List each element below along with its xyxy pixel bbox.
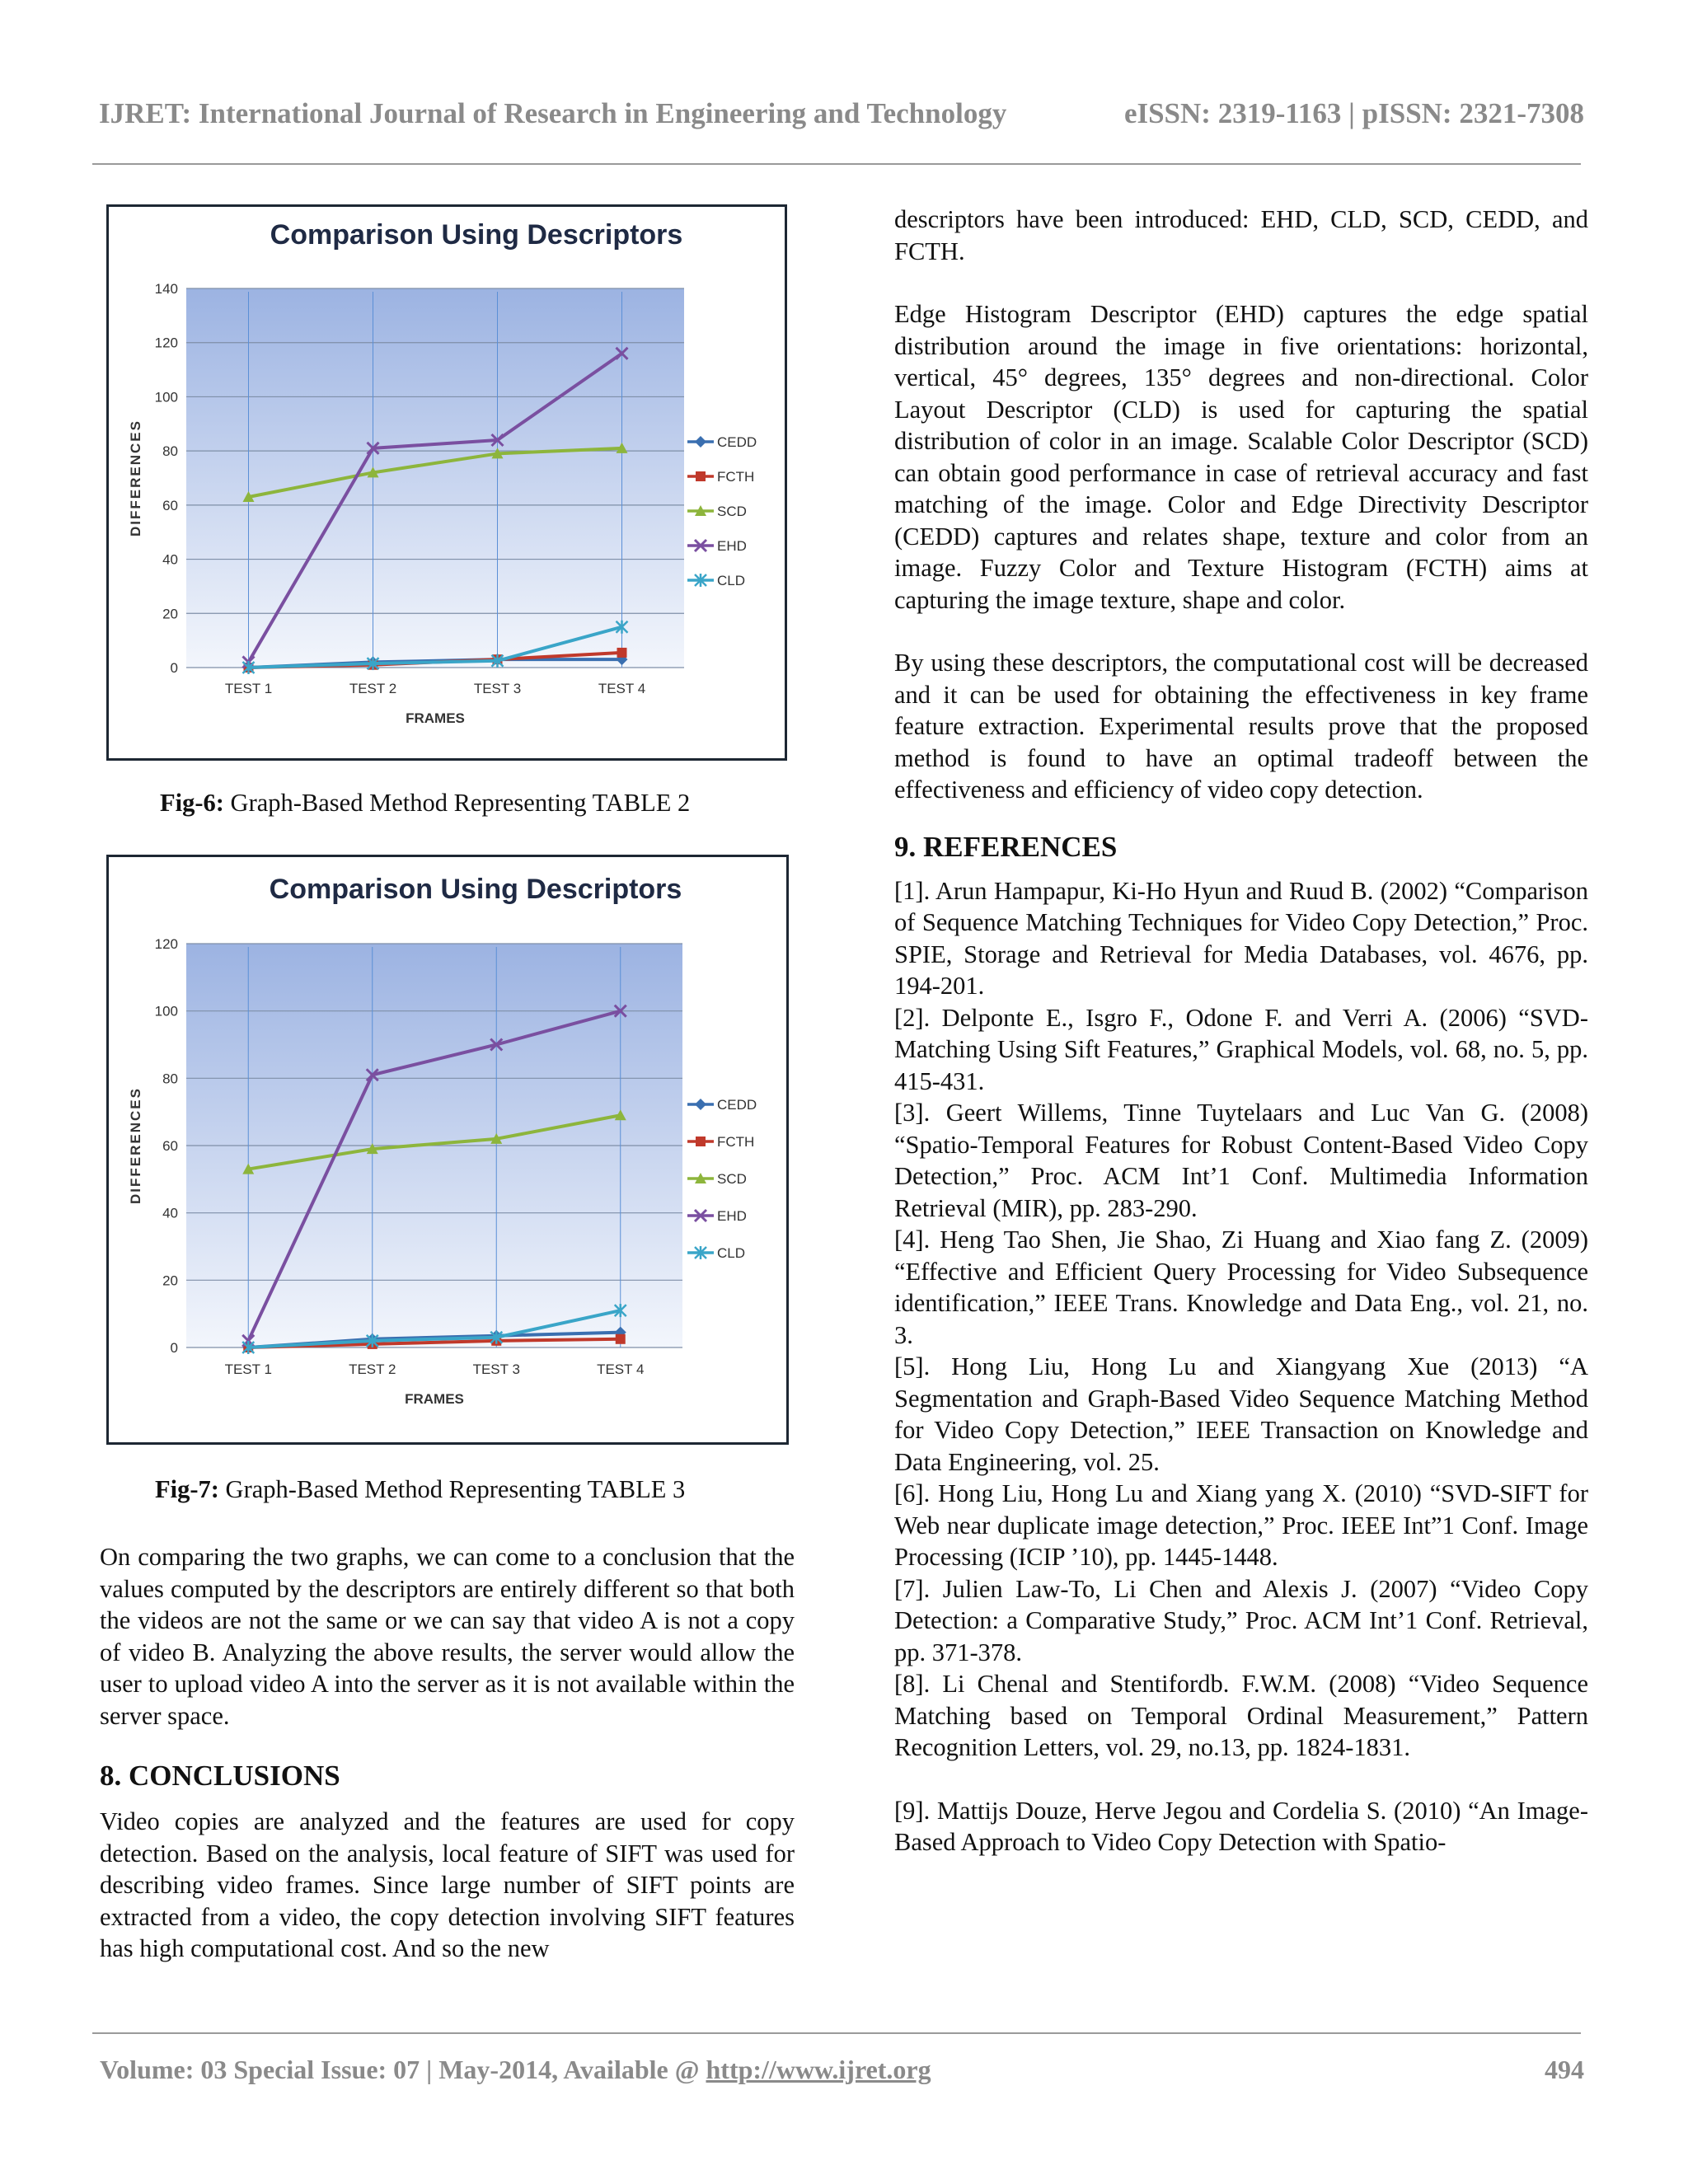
right-column-text [894,204,1588,1858]
legend-label: CLD [717,1245,746,1261]
x-axis-label: FRAMES [405,1391,464,1407]
computational-cost-paragraph: By using these descriptors, the computational cost will be decreased and it can be used for obtaining the effectiveness in key frame feature extraction. Experimental results prove that the proposed method is found to have an optimal tradeoff between the effectiveness and efficiency of video copy detection. [894,649,1588,804]
legend-item [687,1245,745,1261]
figure-7-label: Fig-7: [155,1475,219,1503]
y-tick-label: 0 [170,1340,178,1356]
chart-7-svg [109,857,786,1442]
figure-6-caption-text: Graph-Based Method Representing TABLE 2 [223,789,691,817]
journal-title: IJRET: International Journal of Research in Engineering and Technology [99,97,1007,129]
y-tick-label: 20 [162,1272,178,1289]
references-heading: 9. REFERENCES [894,830,1118,863]
figure-6-label: Fig-6: [160,789,224,817]
x-axis-label: FRAMES [406,710,465,726]
legend-label: SCD [717,1171,747,1187]
figure-7-caption [155,1475,685,1504]
legend-item [687,1134,754,1150]
y-tick-label: 40 [162,1205,178,1221]
page-number: 494 [1545,2055,1584,2084]
plot-area [186,288,684,668]
legend-item [687,434,757,450]
reference-item: [8]. Li Chenal and Stentifordb. F.W.M. (2008) “Video Sequence Matching based on Temporal Ordinal Measurement,” Pattern Recognition Letters, vol. 29, no.13, pp. 1824-1831. [894,1670,1588,1761]
reference-item: [1]. Arun Hampapur, Ki-Ho Hyun and Ruud B. (2002) “Comparison of Sequence Matching Techniques for Video Copy Detection,” Proc. SPIE, Storage and Retrieval for Media Databases, vol. 4676, pp. 194-201. [894,876,1588,1000]
legend-item [687,573,745,588]
chart-title: Comparison Using Descriptors [270,219,683,251]
legend-label: FCTH [717,1134,755,1150]
legend-label: EHD [717,538,747,554]
chart-6-svg [109,207,785,758]
y-tick-label: 0 [170,660,178,676]
header-rule [92,163,1581,165]
legend-marker [695,1099,706,1110]
legend-item [687,538,747,554]
x-tick-label: TEST 4 [597,1361,645,1377]
chart-title: Comparison Using Descriptors [269,874,682,905]
x-tick-label: TEST 3 [472,1361,520,1377]
legend-label: CEDD [717,1097,757,1113]
legend-label: SCD [717,504,747,519]
figure-7-caption-text: Graph-Based Method Representing TABLE 3 [218,1475,686,1503]
y-tick-label: 100 [154,389,178,405]
footer-volume [100,2055,931,2085]
legend-marker [696,1137,706,1146]
x-tick-label: TEST 1 [224,1361,272,1377]
left-column-text [100,1541,795,1965]
y-tick-label: 60 [162,497,178,513]
reference-item: [7]. Julien Law-To, Li Chen and Alexis J. (2007) “Video Copy Detection: a Comparative Study,” Proc. ACM Int’1 Conf. Retrieval, pp. 371-378. [894,1574,1588,1666]
y-tick-label: 40 [162,551,178,568]
footer-link[interactable]: http://www.ijret.org [706,2055,931,2084]
legend-label: FCTH [717,469,755,485]
legend-item [687,1097,757,1113]
x-tick-label: TEST 4 [598,681,646,696]
figure-6-chart [106,204,787,761]
footer-rule [92,2032,1581,2034]
y-axis-label: DIFFERENCES [128,1087,143,1204]
x-tick-label: TEST 3 [473,681,522,696]
y-tick-label: 140 [154,281,178,297]
y-tick-label: 120 [154,936,178,952]
y-tick-label: 20 [162,606,178,622]
issn: eISSN: 2319-1163 | pISSN: 2321-7308 [1123,97,1584,129]
descriptor-details-paragraph: Edge Histogram Descriptor (EHD) captures the edge spatial distribution around the image in five orientations: horizontal, vertical, 45° degrees, 135° degrees and non-directional. Color Layout Descriptor (CLD) is used for capturing the spatial distribution of color in an image. Scalable Color Descriptor (SCD) can obtain good performance in case of retrieval accuracy and fast matching of the image. Color and Edge Directivity Descriptor (CEDD) captures and relates shape, texture and color from an image. Fuzzy Color and Texture Histogram (FCTH) aims at capturing the image texture, shape and color. [894,300,1588,614]
legend-marker [696,471,706,481]
reference-item: [9]. Mattijs Douze, Herve Jegou and Cordelia S. (2010) “An Image-Based Approach to Video Copy Detection with Spatio- [894,1796,1588,1856]
y-axis-label: DIFFERENCES [128,419,143,537]
data-point [616,1334,626,1344]
comparison-paragraph: On comparing the two graphs, we can come to a conclusion that the values computed by the descriptors are entirely different so that both the videos are not the same or we can say that video A is not a copy of video B. Analyzing the above results, the server would allow the user to upload video A into the server as it is not available within the server space. [100,1543,795,1730]
legend-label: CEDD [717,434,757,450]
y-tick-label: 100 [154,1003,178,1019]
x-tick-label: TEST 1 [224,681,273,696]
x-tick-label: TEST 2 [349,681,397,696]
reference-item: [3]. Geert Willems, Tinne Tuytelaars and Luc Van G. (2008) “Spatio-Temporal Features for Robust Content-Based Video Copy Detection,” Proc. ACM Int’1 Conf. Multimedia Information Retrieval (MIR), pp. 283-290. [894,1099,1588,1222]
y-tick-label: 80 [162,1071,178,1087]
conclusions-paragraph: Video copies are analyzed and the features are used for copy detection. Based on the analysis, local feature of SIFT was used for describing video frames. Since large number of SIFT points are extracted from a video, the copy detection involving SIFT features has high computational cost. And so the new [100,1807,795,1962]
footer-volume-text: Volume: 03 Special Issue: 07 | May-2014, Available @ [100,2055,706,2084]
legend-item [687,504,747,519]
reference-item: [6]. Hong Liu, Hong Lu and Xiang yang X. (2010) “SVD-SIFT for Web near duplicate image detection,” Proc. IEEE Int”1 Conf. Image Processing (ICIP ’10), pp. 1445-1448. [894,1479,1588,1571]
reference-item: [2]. Delponte E., Isgro F., Odone F. and Verri A. (2006) “SVD-Matching Using Sift Features,” Graphical Models, vol. 68, no. 5, pp. 415-431. [894,1003,1588,1095]
legend-item [687,1208,747,1224]
y-tick-label: 120 [154,335,178,351]
reference-item: [4]. Heng Tao Shen, Jie Shao, Zi Huang and Xiao fang Z. (2009) “Effective and Efficient Query Processing for Video Subsequence identification,” IEEE Trans. Knowledge and Data Eng., vol. 21, no. 3. [894,1226,1588,1349]
legend-item [687,469,754,485]
y-tick-label: 80 [162,443,178,460]
x-tick-label: TEST 2 [349,1361,396,1377]
reference-item: [5]. Hong Liu, Hong Lu and Xiangyang Xue (2013) “A Segmentation and Graph-Based Video Sequence Matching Method for Video Copy Detection,” IEEE Transaction on Knowledge and Data Engineering, vol. 25. [894,1352,1588,1476]
data-point [617,648,627,658]
conclusions-heading: 8. CONCLUSIONS [100,1760,340,1792]
descriptors-paragraph: descriptors have been introduced: EHD, CLD, SCD, CEDD, and FCTH. [894,205,1588,265]
legend-label: CLD [717,573,746,588]
y-tick-label: 60 [162,1138,178,1154]
legend-item [687,1171,747,1187]
legend-marker [695,436,706,448]
figure-6-caption [160,789,690,818]
legend-label: EHD [717,1208,747,1224]
figure-7-chart [106,855,789,1445]
